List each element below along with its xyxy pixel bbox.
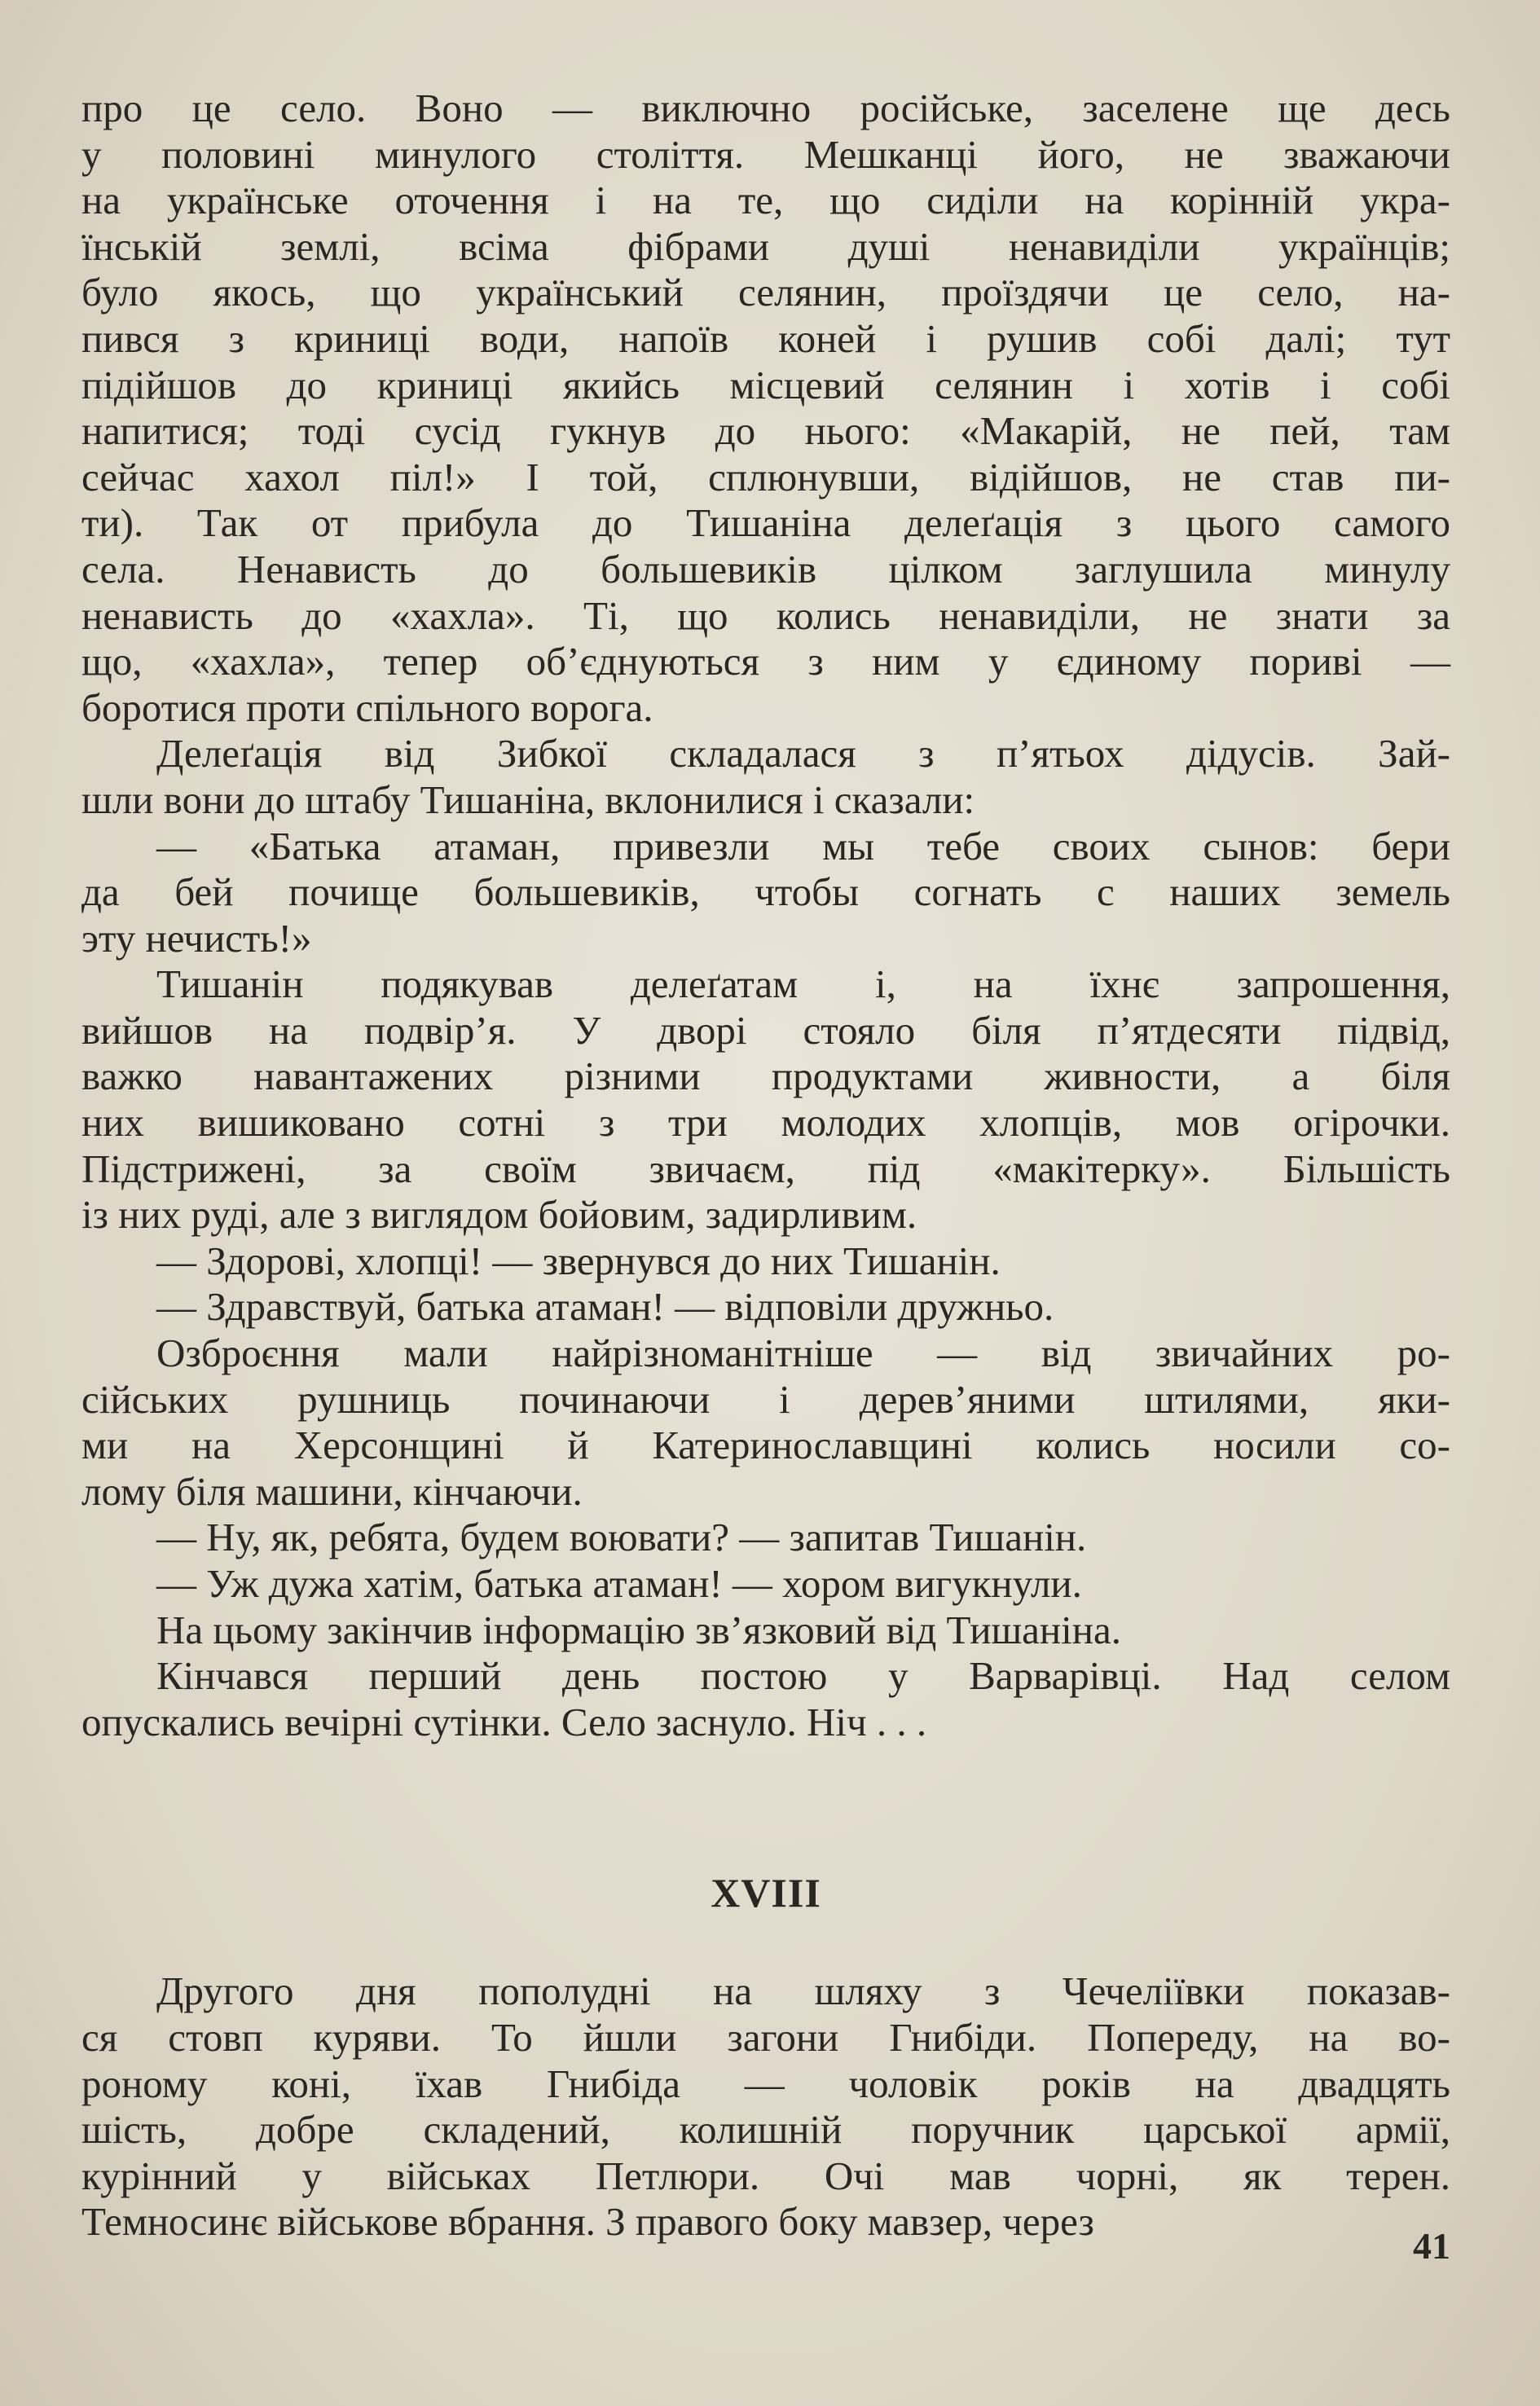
text-line: курінний у військах Петлюри. Очі мав чорні, як терен. [81, 2153, 1450, 2198]
chapter-text [81, 1968, 1450, 2245]
text-line: — Здорові, хлопці! — звернувся до них Тишанін. [156, 1238, 1001, 1283]
paragraph [81, 1331, 1450, 1515]
text-line: шість, добре складений, колишній поручник царської армії, [81, 2107, 1450, 2153]
text-line: що, «хахла», тепер об’єднуються з ним у єдиному пориві — [81, 639, 1450, 684]
text-line: із них руді, але з виглядом бойовим, задирливим. [81, 1192, 917, 1238]
text-line: шли вони до штабу Тишаніна, вклонилися і сказали: [81, 776, 975, 822]
body-text [81, 86, 1450, 1745]
text-line: вийшов на подвір’я. У дворі стояло біля п’ятдесяти підвід, [81, 1007, 1450, 1053]
text-line: — Уж дужа хатім, батька атаман! — хором вигукнули. [156, 1561, 1082, 1606]
page-content [81, 86, 1450, 2245]
text-line: опускались вечірні сутінки. Село заснуло. Ніч . . . [81, 1699, 927, 1744]
text-line: ненависть до «хахла». Ті, що колись ненавиділи, не знати за [81, 592, 1450, 638]
text-line: їнській землі, всіма фібрами душі ненавиділи українців; [81, 223, 1450, 269]
text-line: села. Ненависть до большевиків цілком заглушила минулу [81, 546, 1450, 592]
text-line: пився з криниці води, напоїв коней і рушив собі далі; тут [81, 315, 1450, 361]
text-line: про це село. Воно — виключно російське, заселене ще десь [81, 86, 1450, 130]
text-line: напитися; тоді сусід гукнув до нього: «Макарій, не пей, там [81, 408, 1450, 454]
text-line: сійських рушниць починаючи і дерев’яними штилями, яки- [81, 1376, 1450, 1422]
text-line: роному коні, їхав Гнибіда — чоловік років на двадцять [81, 2061, 1450, 2106]
paragraph [81, 1653, 1450, 1745]
text-line: Підстрижені, за своїм звичаєм, під «макітерку». Більшість [81, 1146, 1450, 1191]
text-line: да бей почище большевиків, чтобы согнать с наших земель [81, 869, 1450, 915]
paragraph [81, 1284, 1450, 1331]
text-line: — Здравствуй, батька атаман! — відповіли дружньо. [156, 1284, 1054, 1330]
text-line: важко навантажених різними продуктами живности, а біля [81, 1053, 1450, 1099]
text-line: — «Батька атаман, привезли мы тебе своих сынов: бери [156, 823, 1450, 869]
paragraph [81, 1968, 1450, 2245]
text-line: Другого дня пополудні на шляху з Чечеліївки показав- [156, 1968, 1450, 2014]
page-number: 41 [1413, 2225, 1450, 2267]
paragraph [81, 824, 1450, 962]
text-line: Делеґація від Зибкої складалася з п’ятьох дідусів. Зай- [156, 731, 1450, 776]
paragraph [81, 1238, 1450, 1285]
text-line: лому біля машини, кінчаючи. [81, 1468, 583, 1514]
paragraph [81, 86, 1450, 731]
text-line: сейчас хахол піл!» І той, сплюнувши, відійшов, не став пи- [81, 454, 1450, 499]
text-line: Озброєння мали найрізноманітніше — від звичайних ро- [156, 1331, 1450, 1376]
text-line: Тишанін подякував делеґатам і, на їхнє запрошення, [156, 961, 1450, 1007]
paragraph [81, 1515, 1450, 1561]
text-line: боротися проти спільного ворога. [81, 684, 653, 730]
text-line: Кінчався перший день постою у Варварівці. Над селом [156, 1653, 1450, 1699]
text-line: них вишиковано сотні з три молодих хлопців, мов огірочки. [81, 1100, 1450, 1146]
text-line: на українське оточення і на те, що сиділи на корінній укра- [81, 178, 1450, 223]
text-line: Темносинє військове вбрання. З правого боку мавзер, через [81, 2199, 1094, 2245]
text-line: ся стовп куряви. То йшли загони Гнибіди. Попереду, на во- [81, 2014, 1450, 2060]
text-line: — Ну, як, ребята, будем воювати? — запитав Тишанін. [156, 1515, 1087, 1560]
text-line: На цьому закінчив інформацію зв’язковий від Тишаніна. [156, 1607, 1121, 1652]
text-line: у половині минулого століття. Мешканці його, не зважаючи [81, 131, 1450, 177]
paragraph [81, 731, 1450, 823]
text-line: эту нечисть!» [81, 915, 312, 961]
chapter-heading: XVIII [711, 1870, 821, 1916]
paragraph [81, 1561, 1450, 1608]
paragraph [81, 1608, 1450, 1654]
paragraph [81, 961, 1450, 1238]
text-line: було якось, що український селянин, проїздячи це село, на- [81, 270, 1450, 315]
text-line: підійшов до криниці якийсь місцевий селянин і хотів і собі [81, 362, 1450, 407]
text-line: ми на Херсонщині й Катеринославщині колись носили со- [81, 1423, 1450, 1468]
text-line: ти). Так от прибула до Тишаніна делеґація з цього самого [81, 500, 1450, 546]
